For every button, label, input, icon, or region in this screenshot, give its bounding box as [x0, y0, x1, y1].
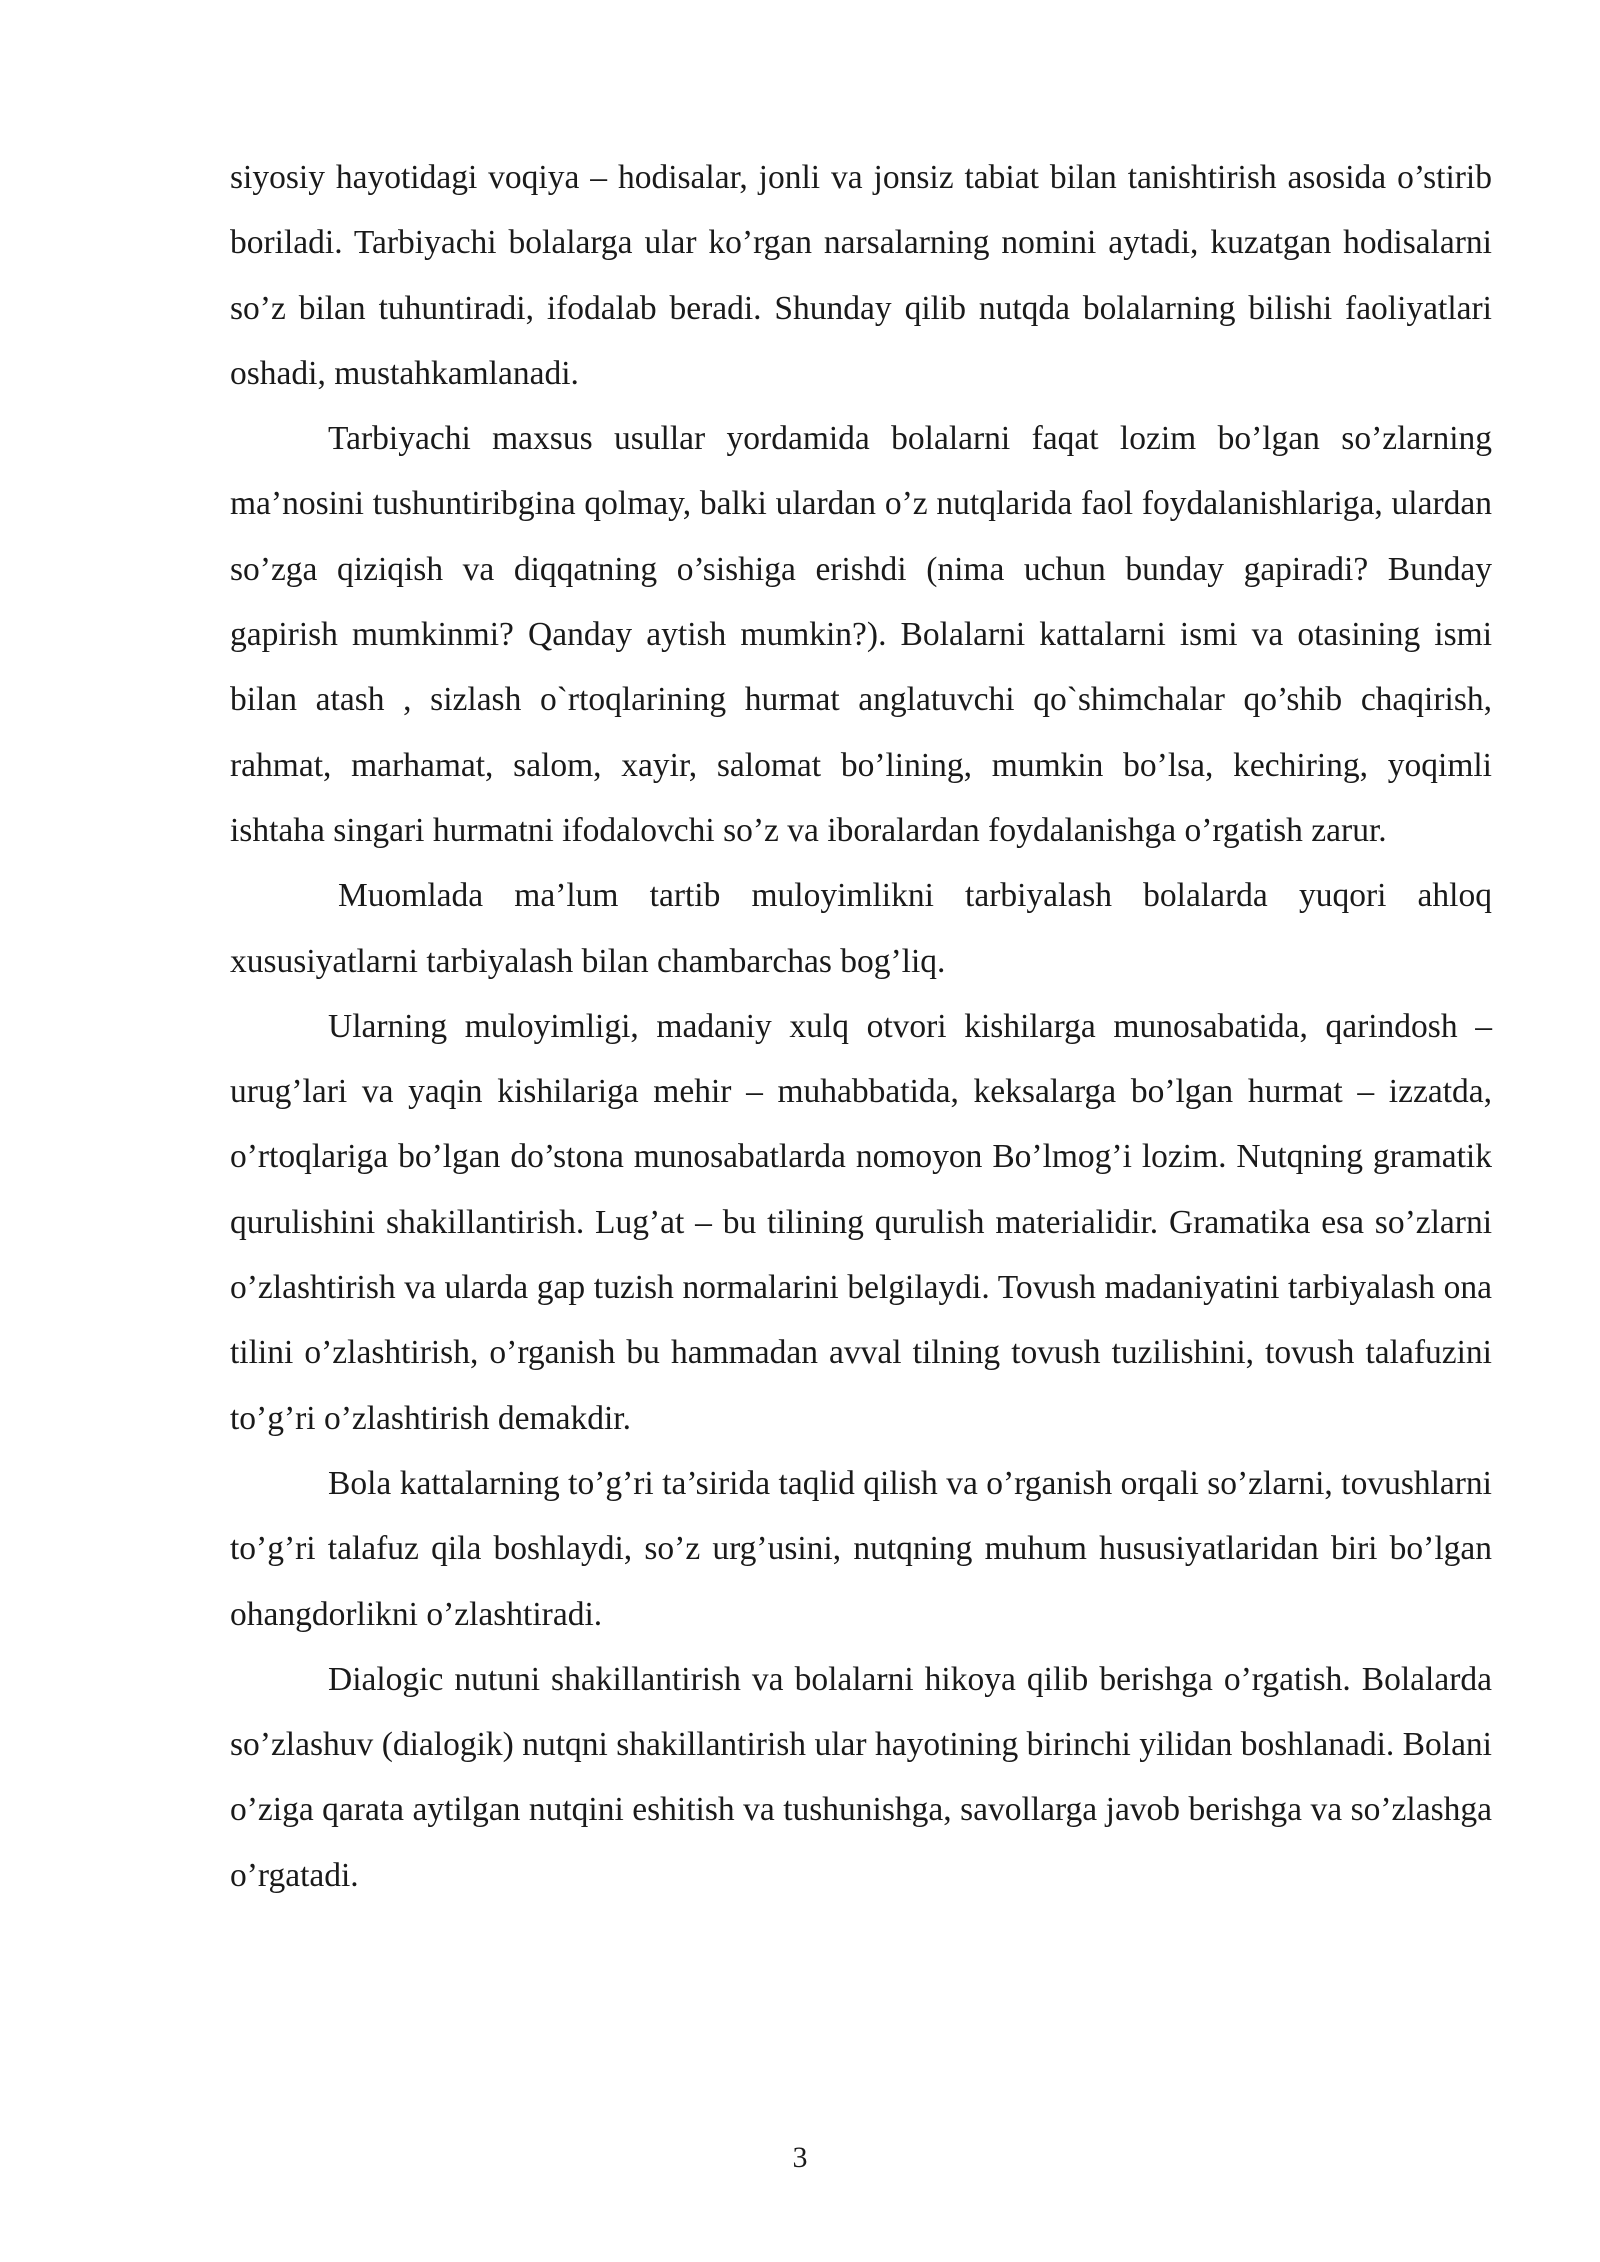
paragraph-6: Dialogic nutuni shakillantirish va bolalarni hikoya qilib berishga o’rgatish. Bolalarda so’zlashuv (dialogik) nutqni shakillantirish ular hayotining birinchi yilidan boshlanadi. Bolani o’ziga qarata aytilgan nutqini eshitish va tushunishga, savollarga javob berishga va so’zlashga o’rgatadi. [230, 1660, 1492, 1894]
paragraph-2: Tarbiyachi maxsus usullar yordamida bolalarni faqat lozim bo’lgan so’zlarning ma’nosini tushuntiribgina qolmay, balki ulardan o’z nutqlarida faol foydalanishlariga, ulardan so’zga qiziqish va diqqatning o’sishiga erishdi (nima uchun bunday gapiradi? Bunday gapirish mumkinmi? Qanday aytish mumkin?). Bolalarni kattalarni ismi va otasining ismi bilan atash , sizlash o`rtoqlarining hurmat anglatuvchi qo`shimchalar qo’shib chaqirish, rahmat, marhamat, salom, xayir, salomat bo’lining, mumkin bo’lsa, kechiring, yoqimli ishtaha singari hurmatni ifodalovchi so’z va iboralardan foydalanishga o’rgatish zarur. [230, 420, 1492, 849]
paragraph-4: Ularning muloyimligi, madaniy xulq otvori kishilarga munosabatida, qarindosh – urug’lari va yaqin kishilariga mehir – muhabbatida, keksalarga bo’lgan hurmat – izzatda, o’rtoqlariga bo’lgan do’stona munosabatlarda nomoyon Bo’lmog’i lozim. Nutqning gramatik qurulishini shakillantirish. Lug’at – bu tilining qurulish materialidir. Gramatika esa so’zlarni o’zlashtirish va ularda gap tuzish normalarini belgilaydi. Tovush madaniyatini tarbiyalash ona tilini o’zlashtirish, o’rganish bu hammadan avval tilning tovush tuzilishini, tovush talafuzini to’g’ri o’zlashtirish demakdir. [230, 1007, 1492, 1437]
paragraph-3: Muomlada ma’lum tartib muloyimlikni tarbiyalash bolalarda yuqori ahloq xususiyatlarni tarbiyalash bilan chambarchas bog’liq. [230, 877, 1492, 980]
paragraph-1: siyosiy hayotidagi voqiya – hodisalar, jonli va jonsiz tabiat bilan tanishtirish asosida o’stirib boriladi. Tarbiyachi bolalarga ular ko’rgan narsalarning nomini aytadi, kuzatgan hodisalarni so’z bilan tuhuntiradi, ifodalab beradi. Shunday qilib nutqda bolalarning bilishi faoliyatlari oshadi, mustahkamlanadi. [230, 159, 1492, 392]
page-number: 3 [792, 2141, 808, 2174]
paragraph-5: Bola kattalarning to’g’ri ta’sirida taqlid qilish va o’rganish orqali so’zlarni, tovushlarni to’g’ri talafuz qila boshlaydi, so’z urg’usini, nutqning muhum hususiyatlaridan biri bo’lgan ohangdorlikni o’zlashtiradi. [230, 1464, 1492, 1633]
body-text [230, 145, 1492, 1908]
